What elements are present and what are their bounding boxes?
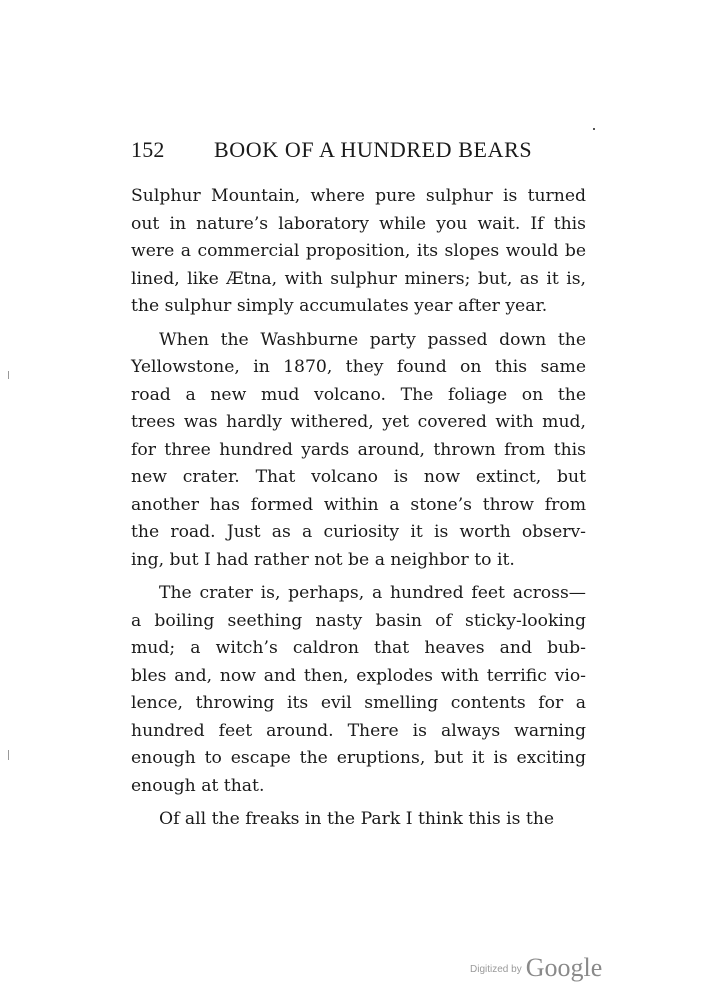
text-line: Sulphur Mountain, where pure sulphur is turned [131, 186, 586, 206]
text-line: out in nature’s laboratory while you wait. If this [131, 213, 586, 234]
text-line: lence, throwing its evil smelling contents for a [131, 693, 586, 713]
google-logo: Google [525, 953, 603, 982]
paragraph [131, 327, 586, 575]
text-line: The crater is, perhaps, a hundred feet across— [159, 583, 586, 603]
text-line: the sulphur simply accumulates year after year. [131, 296, 548, 316]
text-line: bles and, now and then, explodes with terrific vio- [131, 665, 586, 686]
text-line: another has formed within a stone’s throw from [131, 494, 586, 515]
text-line: When the Washburne party passed down the [159, 329, 586, 350]
paragraph [131, 806, 586, 834]
text-line: for three hundred yards around, thrown from this [131, 439, 586, 460]
text-line: new crater. That volcano is now extinct, but [131, 467, 586, 487]
running-title: BOOK OF A HUNDRED BEARS [214, 137, 533, 162]
text-line: hundred feet around. There is always warning [131, 720, 586, 741]
text-line: Yellowstone, in 1870, they found on this same [131, 357, 586, 377]
text-line: mud; a witch’s caldron that heaves and bub- [131, 638, 586, 658]
page-number: 152 [131, 137, 165, 162]
digitized-by-label: Digitized by [470, 964, 522, 975]
text-line: trees was hardly withered, yet covered with mud, [131, 412, 586, 432]
margin-mark [8, 371, 9, 379]
text-line: lined, like Ætna, with sulphur miners; but, as it is, [131, 268, 586, 289]
paragraph [131, 580, 586, 800]
body-text [131, 183, 586, 834]
text-line: were a commercial proposition, its slopes would be [131, 241, 586, 261]
page-header [131, 137, 586, 167]
text-line: enough to escape the eruptions, but it is exciting [131, 748, 586, 768]
digitized-watermark [470, 953, 602, 983]
text-line: road a new mud volcano. The foliage on the [131, 384, 586, 405]
text-line: the road. Just as a curiosity it is worth observ- [131, 522, 586, 542]
text-line: ing, but I had rather not be a neighbor to it. [131, 549, 515, 570]
text-line: Of all the freaks in the Park I think this is the [159, 809, 555, 829]
margin-mark [8, 750, 9, 760]
margin-mark [593, 128, 595, 130]
text-line: a boiling seething nasty basin of sticky-looking [131, 610, 586, 631]
paragraph [131, 183, 586, 321]
text-line: enough at that. [131, 775, 265, 796]
